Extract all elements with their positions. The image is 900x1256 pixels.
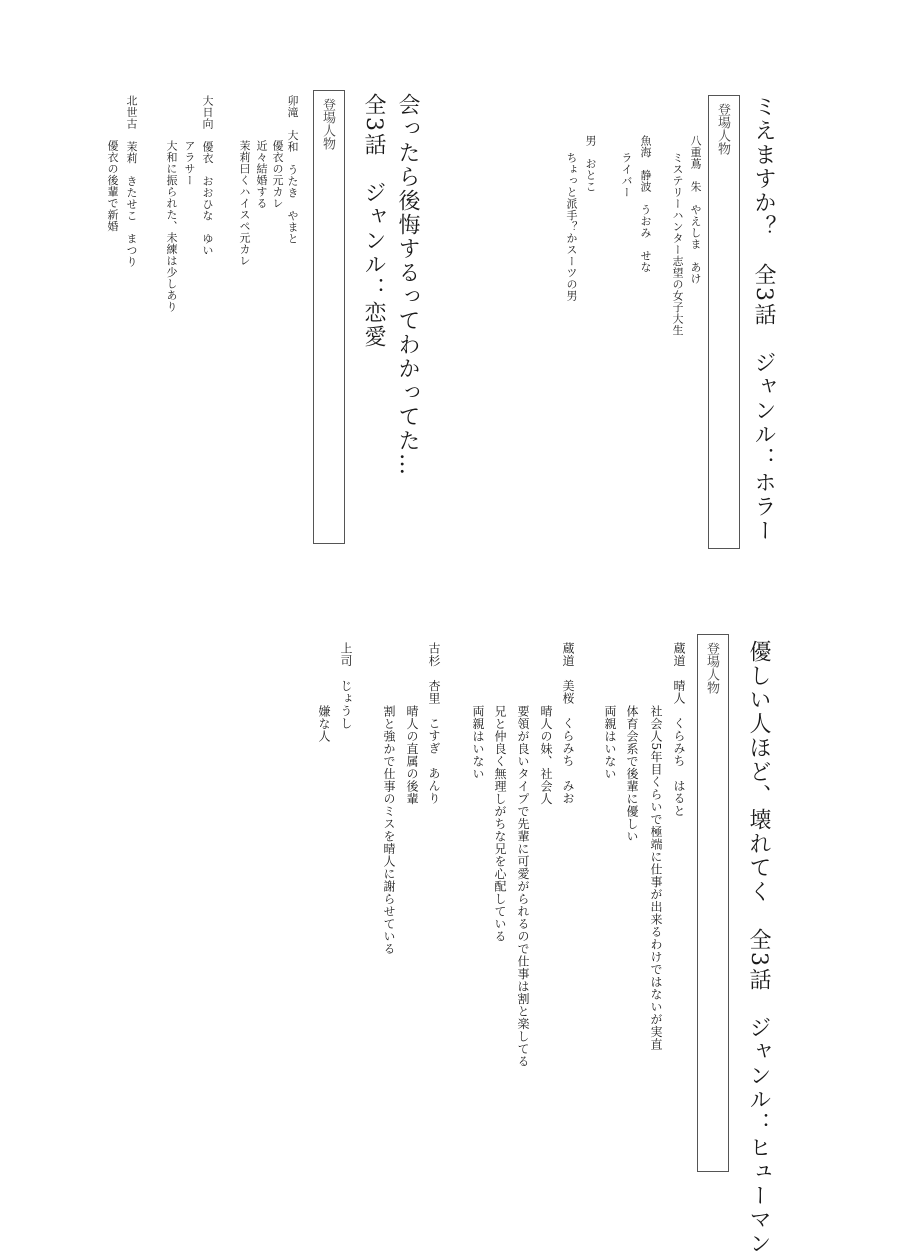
human-cast-label: 登場人物 xyxy=(704,642,719,694)
romance-subtitle: 全3話 ジャンル：恋愛 xyxy=(361,93,386,349)
horror-char-desc: ちょっと派手？かスーツの男 xyxy=(565,152,578,302)
human-char-desc: 晴人の直属の後輩 xyxy=(405,705,419,805)
romance-char-name: 卯滝 大和 うたき やまと xyxy=(286,95,299,245)
romance-char-desc: 近々結婚する xyxy=(255,140,268,209)
horror-title: ミえますか？ 全3話 ジャンル：ホラー xyxy=(751,95,776,543)
human-char-desc: 要領が良いタイプで先輩に可愛がられるので仕事は割と楽してる xyxy=(516,705,530,1068)
horror-char-name: 八重蔦 朱 やえしま あけ xyxy=(689,135,702,285)
human-char-desc: 両親はいない xyxy=(603,705,617,780)
human-char-desc: 割と強かで仕事のミスを晴人に謝らせている xyxy=(382,705,396,955)
human-char-name: 蔵道 晴人 くらみち はると xyxy=(672,642,686,817)
human-char-name: 古杉 杏里 こすぎ あんり xyxy=(427,642,441,805)
human-char-desc: 嫌な人 xyxy=(317,705,331,743)
human-char-desc: 両親はいない xyxy=(471,705,485,780)
horror-char-desc: ミステリーハンター志望の女子大生 xyxy=(671,152,684,336)
horror-char-name: 魚海 静波 うおみ せな xyxy=(639,135,652,273)
human-cast-box xyxy=(697,634,729,1172)
romance-cast-box xyxy=(313,90,345,544)
human-title: 優しい人ほど、壊れてく 全3話 ジャンル：ヒューマン xyxy=(746,640,771,1256)
human-char-desc: 体育会系で後輩に優しい xyxy=(625,705,639,843)
romance-char-desc: 優衣の後輩で新婚 xyxy=(106,140,119,232)
horror-cast-label: 登場人物 xyxy=(715,103,730,155)
romance-char-desc: 大和に振られた、未練は少しあり xyxy=(165,140,178,313)
human-char-desc: 社会人5年目くらいで極端に仕事が出来るわけではないが実直 xyxy=(649,705,663,1051)
romance-char-name: 大日向 優衣 おおひな ゆい xyxy=(201,95,214,256)
human-char-name: 蔵道 美桜 くらみち みお xyxy=(561,642,575,805)
romance-char-desc: アラサー xyxy=(183,140,196,186)
romance-char-desc: 茉莉曰くハイスペ元カレ xyxy=(238,140,251,267)
human-char-name: 上司 じょうし xyxy=(339,642,353,730)
romance-cast-label: 登場人物 xyxy=(320,98,335,150)
horror-char-desc: ライバー xyxy=(620,152,633,198)
romance-char-desc: 優衣の元カレ xyxy=(271,140,284,209)
horror-char-name: 男 おとこ xyxy=(584,135,597,193)
romance-title: 会ったら後悔するってわかってた… xyxy=(395,93,420,477)
human-char-desc: 晴人の妹、社会人 xyxy=(539,705,553,805)
human-char-desc: 兄と仲良く無理しがちな兄を心配している xyxy=(493,705,507,943)
romance-char-name: 北世古 茉莉 きたせこ まつり xyxy=(125,95,138,268)
horror-cast-box xyxy=(708,95,740,549)
